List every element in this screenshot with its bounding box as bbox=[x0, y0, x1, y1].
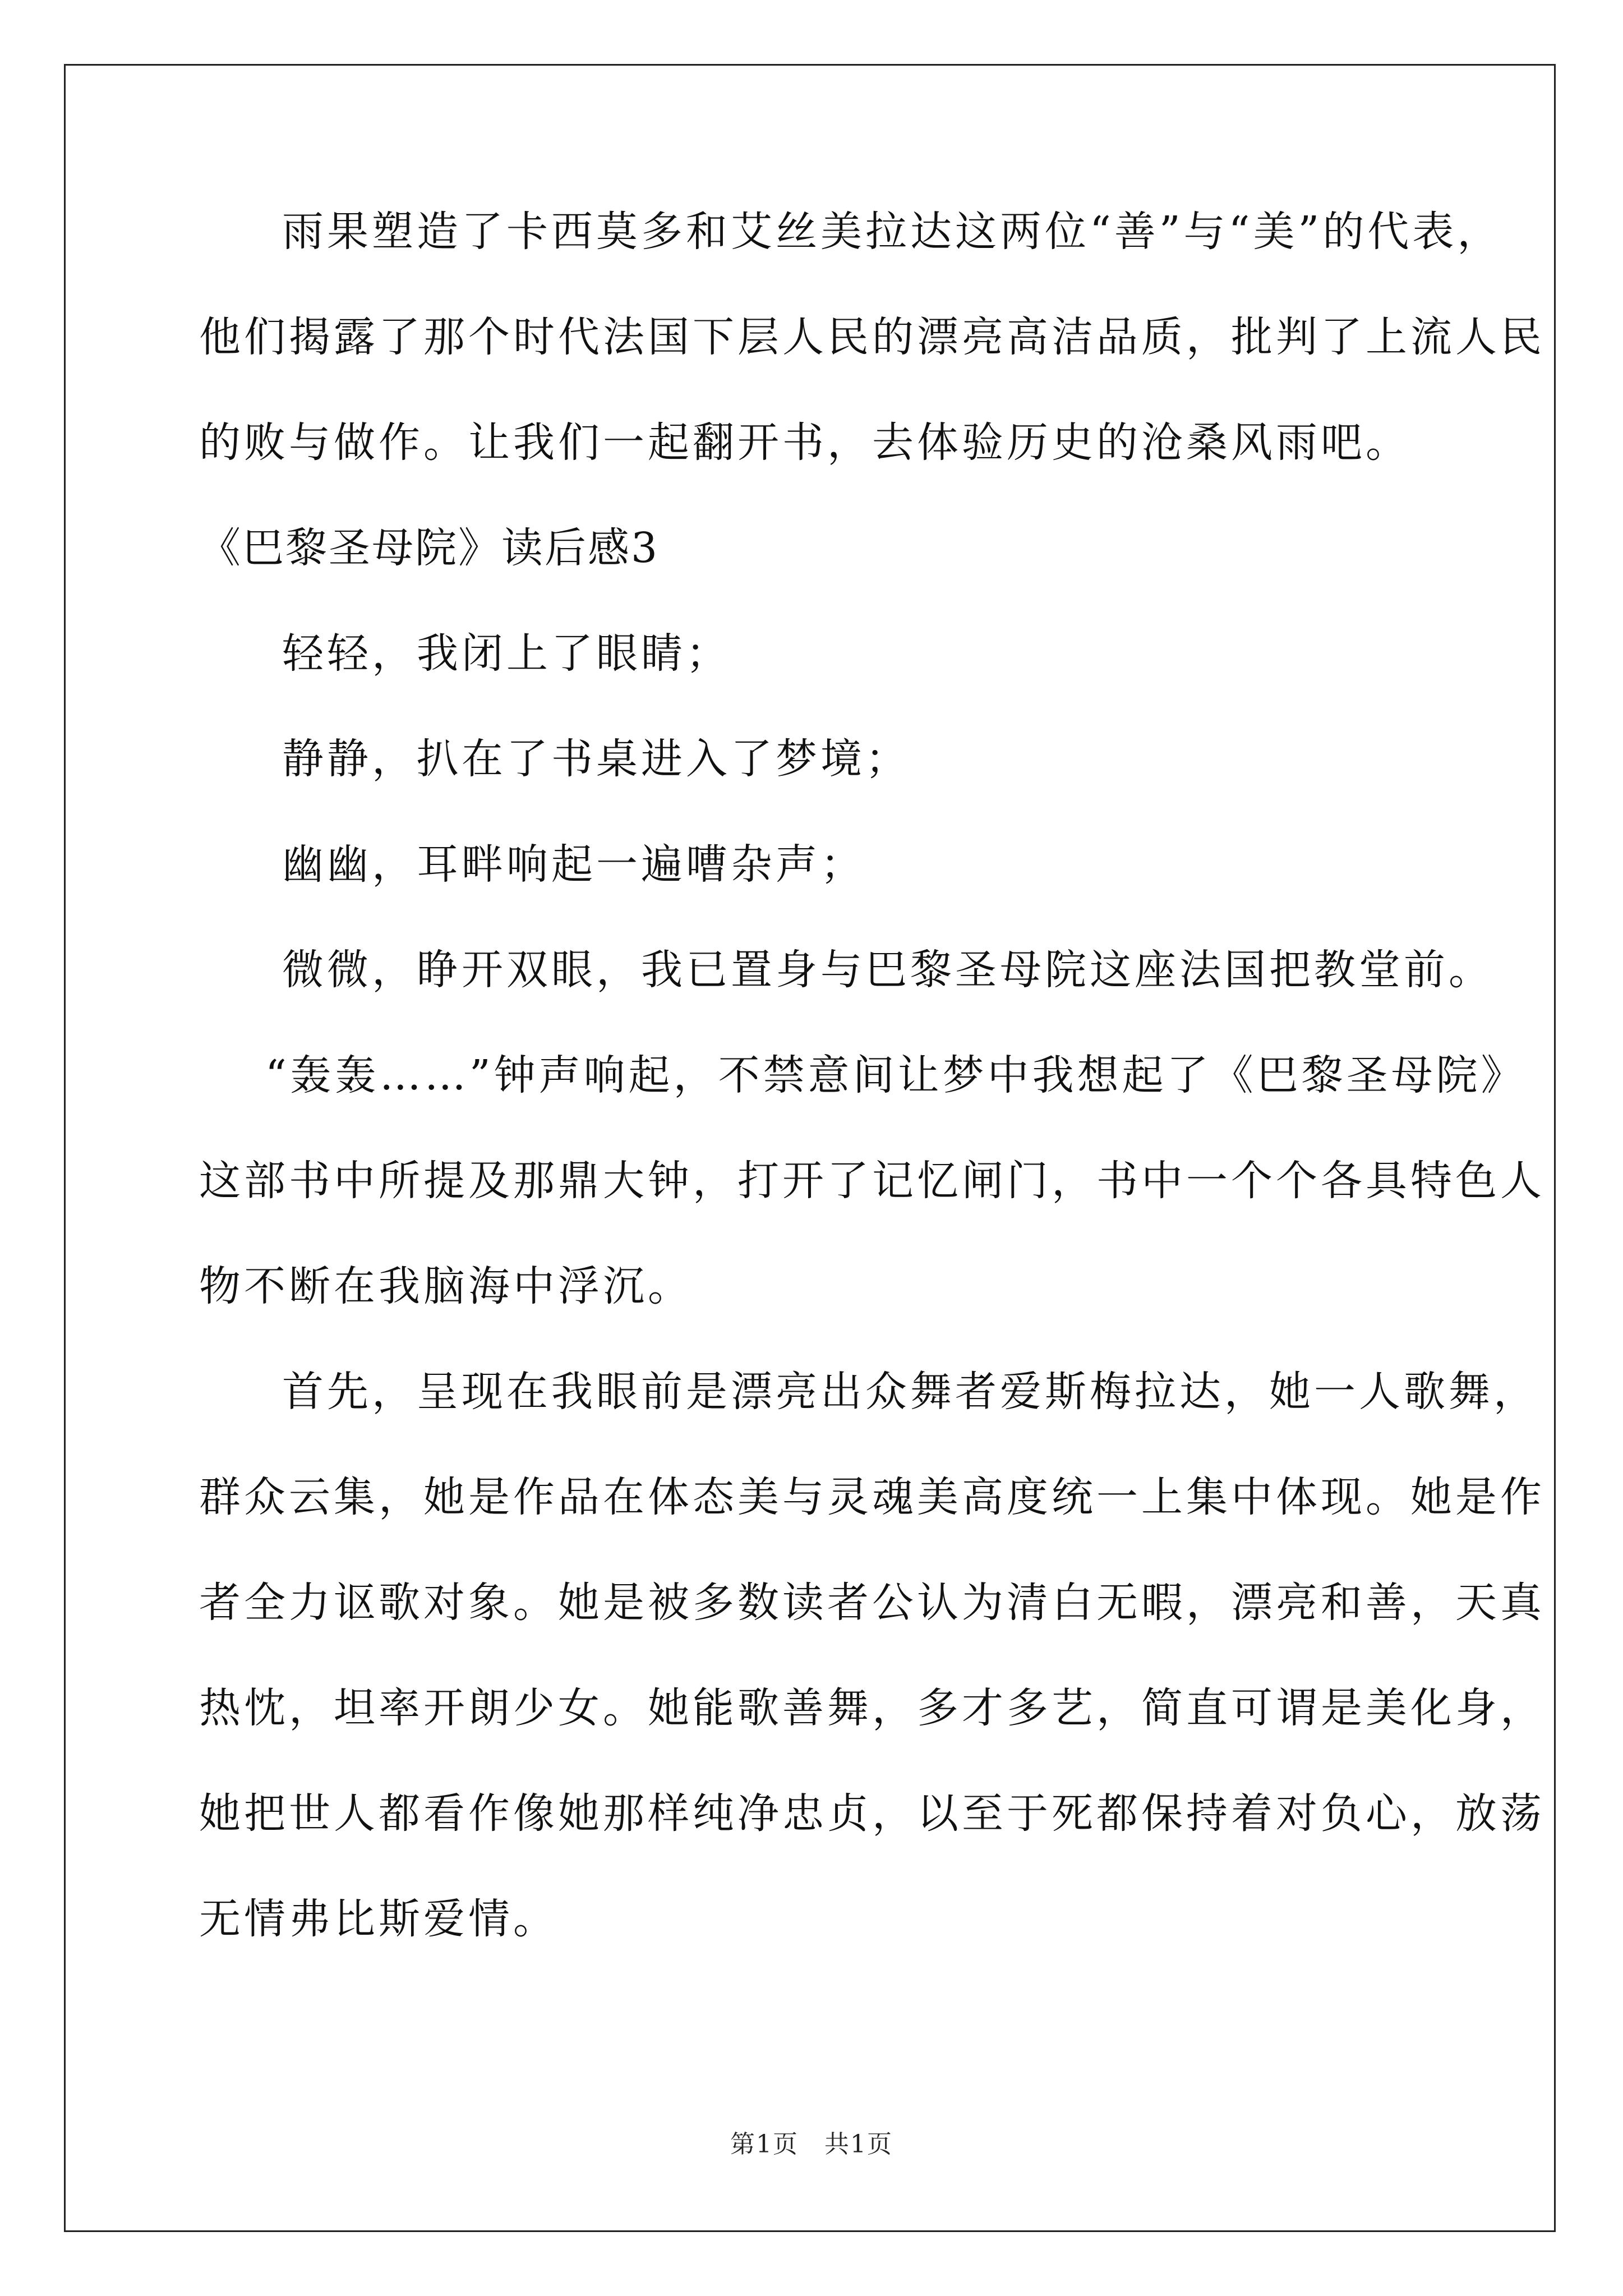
paragraph-line: 雨果塑造了卡西莫多和艾丝美拉达这两位“善”与“美”的代表， bbox=[282, 208, 1502, 256]
paragraph-line: 他们揭露了那个时代法国下层人民的漂亮高洁品质，批判了上流人民 bbox=[199, 313, 1545, 361]
paragraph-line: 首先，呈现在我眼前是漂亮出众舞者爱斯梅拉达，她一人歌舞， bbox=[282, 1368, 1538, 1416]
paragraph-line: 轻轻，我闭上了眼睛； bbox=[282, 629, 731, 678]
paragraph-line: 热忱，坦率开朗少女。她能歌善舞，多才多艺，简直可谓是美化身， bbox=[199, 1684, 1545, 1732]
paragraph-line: 者全力讴歌对象。她是被多数读者公认为清白无暇，漂亮和善，天真 bbox=[199, 1579, 1545, 1627]
paragraph-line: 物不断在我脑海中浮沉。 bbox=[199, 1262, 693, 1310]
paragraph-line: 微微，睁开双眼，我已置身与巴黎圣母院这座法国把教堂前。 bbox=[282, 946, 1493, 994]
paragraph-line: 无情弗比斯爱情。 bbox=[199, 1895, 558, 1943]
document-body bbox=[199, 205, 1545, 1998]
page-footer: 第1页 共1页 bbox=[730, 2130, 893, 2159]
paragraph-line: 幽幽，耳畔响起一遍嘈杂声； bbox=[282, 840, 865, 889]
section-heading: 《巴黎圣母院》读后感3 bbox=[199, 524, 660, 572]
paragraph-line: 群众云集，她是作品在体态美与灵魂美高度统一上集中体现。她是作 bbox=[199, 1473, 1545, 1521]
paragraph-line: “轰轰……”钟声响起，不禁意间让梦中我想起了《巴黎圣母院》 bbox=[265, 1051, 1526, 1099]
paragraph-line: 静静，扒在了书桌进入了梦境； bbox=[282, 735, 910, 783]
paragraph-line: 这部书中所提及那鼎大钟，打开了记忆闸门，书中一个个各具特色人 bbox=[199, 1157, 1545, 1205]
paragraph-line: 她把世人都看作像她那样纯净忠贞，以至于死都保持着对负心，放荡 bbox=[199, 1789, 1545, 1838]
paragraph-line: 的败与做作。让我们一起翻开书，去体验历史的沧桑风雨吧。 bbox=[199, 418, 1410, 467]
